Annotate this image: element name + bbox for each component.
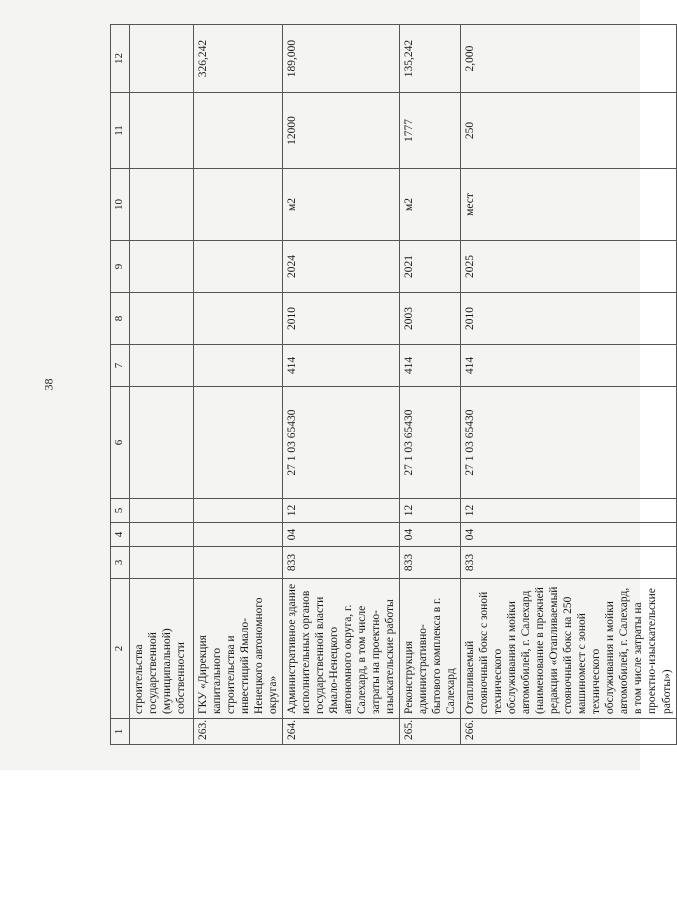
- cell-6: [194, 387, 283, 499]
- header-cell: 2: [111, 579, 130, 719]
- cell-6: 27 1 03 65430: [283, 387, 400, 499]
- cell-6: 27 1 03 65430: [400, 387, 461, 499]
- cell-9: 2021: [400, 241, 461, 293]
- header-cell: 6: [111, 387, 130, 499]
- cell-11: [130, 93, 194, 169]
- object-name: строительства государственной (муниципальной) собственности: [130, 579, 194, 719]
- cell-11: 12000: [283, 93, 400, 169]
- row-number: 263.: [194, 719, 283, 745]
- cell-12: 326,242: [194, 25, 283, 93]
- cell-11: 1777: [400, 93, 461, 169]
- cell-7: 414: [400, 345, 461, 387]
- cell-4: 04: [461, 523, 676, 547]
- cell-8: 2003: [400, 293, 461, 345]
- cell-4: 04: [283, 523, 400, 547]
- cell-9: [194, 241, 283, 293]
- header-row: [111, 25, 130, 745]
- cell-8: 2010: [283, 293, 400, 345]
- table-row: [400, 25, 461, 745]
- cell-10: мест: [461, 169, 676, 241]
- cell-7: 414: [461, 345, 676, 387]
- cell-3: [130, 547, 194, 579]
- object-name: Реконструкция административно-бытового комплекса в г. Салехард: [400, 579, 461, 719]
- cell-5: [130, 499, 194, 523]
- header-cell: 10: [111, 169, 130, 241]
- cell-9: 2025: [461, 241, 676, 293]
- header-cell: 3: [111, 547, 130, 579]
- cell-6: [130, 387, 194, 499]
- table-row: [461, 25, 676, 745]
- cell-3: 833: [461, 547, 676, 579]
- row-number: 266.: [461, 719, 676, 745]
- cell-10: м2: [283, 169, 400, 241]
- cell-7: [194, 345, 283, 387]
- row-number: [130, 719, 194, 745]
- cell-5: [194, 499, 283, 523]
- cell-10: [194, 169, 283, 241]
- cell-4: 04: [400, 523, 461, 547]
- header-cell: 12: [111, 25, 130, 93]
- cell-12: 2,000: [461, 25, 676, 93]
- cell-12: [130, 25, 194, 93]
- row-number: 264.: [283, 719, 400, 745]
- page-number: 38: [41, 378, 56, 391]
- header-cell: 4: [111, 523, 130, 547]
- cell-12: 189,000: [283, 25, 400, 93]
- table-row: [283, 25, 400, 745]
- cell-3: 833: [283, 547, 400, 579]
- cell-7: 414: [283, 345, 400, 387]
- object-name: Административное здание исполнительных органов государственной власти Ямало-Ненецкого автономного округа, г. Салехард, в том числе затраты на проектно-изыскательские работы: [283, 579, 400, 719]
- header-cell: 11: [111, 93, 130, 169]
- object-name: ГКУ «Дирекция капитального строительства и инвестиций Ямало-Ненецкого автономного округа»: [194, 579, 283, 719]
- cell-4: [130, 523, 194, 547]
- header-cell: 8: [111, 293, 130, 345]
- cell-8: [194, 293, 283, 345]
- cell-5: 12: [400, 499, 461, 523]
- cell-6: 27 1 03 65430: [461, 387, 676, 499]
- cell-8: 2010: [461, 293, 676, 345]
- cell-11: 250: [461, 93, 676, 169]
- table-row: [130, 25, 194, 745]
- cell-10: [130, 169, 194, 241]
- rotated-table-container: [110, 25, 673, 745]
- row-number: 265.: [400, 719, 461, 745]
- cell-4: [194, 523, 283, 547]
- cell-10: м2: [400, 169, 461, 241]
- cell-7: [130, 345, 194, 387]
- table-row: [194, 25, 283, 745]
- header-cell: 9: [111, 241, 130, 293]
- cell-3: [194, 547, 283, 579]
- cell-5: 12: [283, 499, 400, 523]
- header-cell: 5: [111, 499, 130, 523]
- cell-9: [130, 241, 194, 293]
- cell-3: 833: [400, 547, 461, 579]
- cell-9: 2024: [283, 241, 400, 293]
- cell-12: 135,242: [400, 25, 461, 93]
- budget-table: [110, 24, 677, 745]
- cell-5: 12: [461, 499, 676, 523]
- header-cell: 7: [111, 345, 130, 387]
- object-name: Отапливаемый стояночный бокс с зоной технического обслуживания и мойки автомобилей, г. Салехард (наименование в прежней редакции «Отапливаемый стояночный бокс на 250 машиномест с зоной технического обслуживания и мойки автомобилей, г. Салехард, в том числе затраты на проектно-изыскательские работы»): [461, 579, 676, 719]
- cell-8: [130, 293, 194, 345]
- cell-11: [194, 93, 283, 169]
- header-cell: 1: [111, 719, 130, 745]
